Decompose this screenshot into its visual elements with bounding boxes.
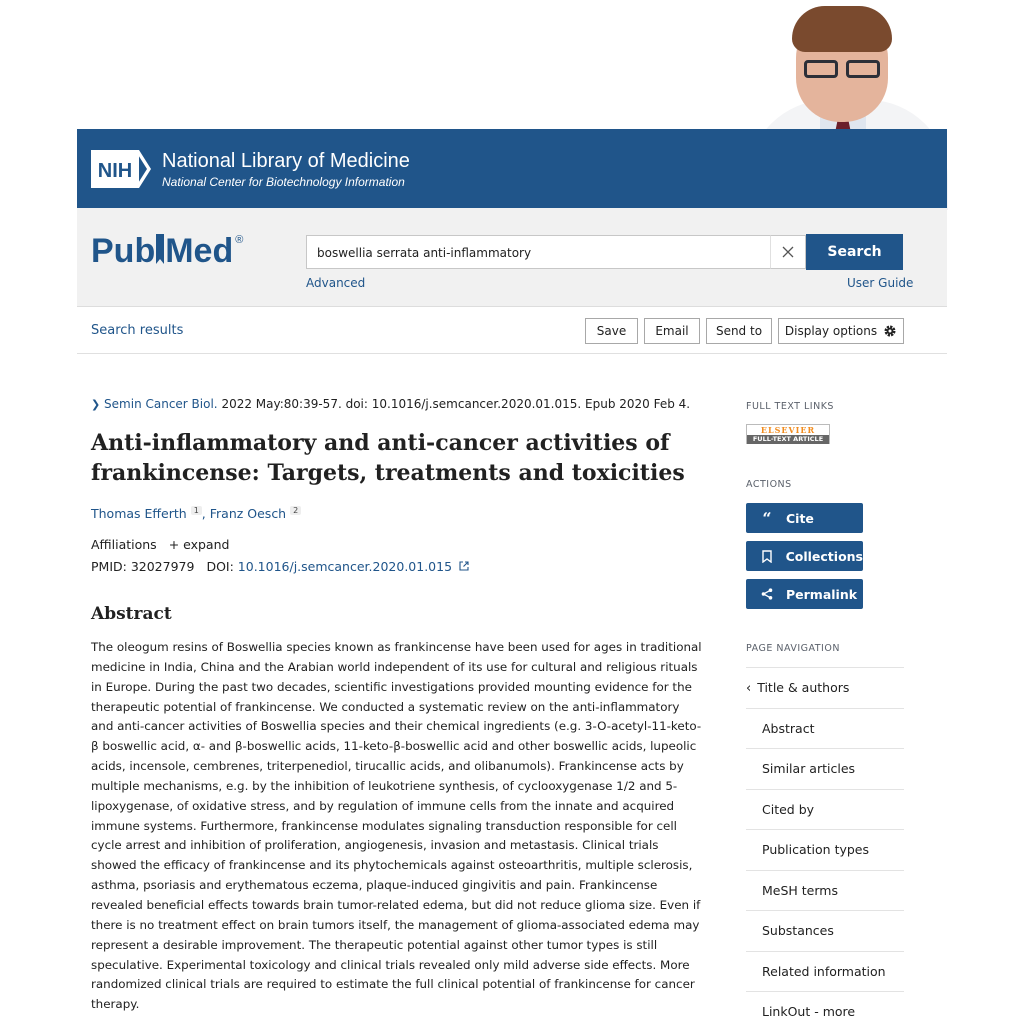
abstract-line: there is no treatment effect on brain tumors itself, the management of glioma-associated edema may (91, 917, 700, 932)
doi-link[interactable]: 10.1016/j.semcancer.2020.01.015 (237, 559, 453, 574)
nav-title-authors[interactable] (746, 667, 904, 707)
nlm-title[interactable]: National Library of Medicine (162, 150, 410, 172)
affiliations-label: Affiliations (91, 537, 157, 552)
bookmark-icon (758, 550, 776, 563)
nih-logo-text: NIH (97, 160, 133, 182)
quote-icon: “ (762, 508, 772, 528)
abstract-line: β boswellic acid, α- and β-boswellic acids, 11-keto-β-boswellic acid and other boswellic acids, lupeolic (91, 739, 697, 754)
pubmed-logo-med: Med (165, 232, 234, 270)
abstract-line: acids, incensole, cembrenes, triterpenediol, tirucallic acids, and olibanumols). Frankincense acts by (91, 759, 684, 774)
abstract-line: speculative. Experimental toxicology and clinical trials revealed only mild adverse side effects. More (91, 957, 690, 972)
save-button[interactable]: Save (585, 318, 638, 344)
abstract-text (91, 638, 702, 1015)
affiliation-marker-2[interactable]: 2 (290, 506, 301, 515)
abstract-line: therapy. (91, 997, 140, 1012)
abstract-line: asthma, psoriasis and erythematous eczema, plaque-induced gingivitis and pain. Frankincense (91, 878, 658, 893)
chevron-left-icon: ‹ (746, 681, 752, 696)
pmid: PMID: 32027979 (91, 559, 195, 574)
abstract-line: immune systems. Furthermore, frankincense modulates signaling transduction responsible for cell (91, 818, 677, 833)
abstract-line: therapeutic potential of frankincense. We conducted a systematic review on the anti-inflammatory (91, 699, 680, 714)
journal-name: Semin Cancer Biol. (104, 397, 218, 411)
display-options-button[interactable] (778, 318, 904, 344)
full-text-links-heading: FULL TEXT LINKS (746, 401, 834, 412)
abstract-line: multiple mechanisms, e.g. by the inhibition of leukotriene synthesis, of cyclooxygenase 1/2 and 5- (91, 778, 678, 793)
cite-label: Cite (786, 510, 814, 526)
nav-related-information[interactable]: Related information (746, 951, 904, 991)
abstract-line: cycle arrest and inhibition of proliferation, angiogenesis, invasion and metastasis. Clinical trials (91, 838, 659, 853)
close-icon (781, 245, 795, 259)
elsevier-logo-text: ELSEVIER (747, 425, 829, 435)
display-options-label: Display options (784, 324, 878, 338)
permalink-label: Permalink (786, 586, 858, 602)
abstract-line: medicine in India, China and the Arabian world independent of its use for cultural and religious rituals (91, 659, 698, 674)
identifiers-row (91, 559, 469, 574)
abstract-heading: Abstract (91, 604, 172, 624)
portrait-hair (792, 6, 892, 52)
pubmed-logo[interactable] (91, 232, 243, 280)
nav-publication-types[interactable]: Publication types (746, 829, 904, 869)
pubmed-logo-pub: Pub (91, 232, 156, 270)
author-separator: , (201, 506, 210, 522)
clear-search-button[interactable] (770, 235, 806, 269)
advanced-search-link[interactable]: Advanced (306, 276, 366, 290)
ncbi-subtitle: National Center for Biotechnology Information (162, 175, 405, 189)
nih-logo[interactable] (91, 150, 151, 188)
cite-button[interactable] (746, 503, 863, 533)
nav-mesh-terms[interactable]: MeSH terms (746, 870, 904, 910)
article-title (91, 428, 691, 488)
search-input[interactable]: boswellia serrata anti-inflammatory (306, 235, 770, 269)
abstract-line: showed the efficacy of frankincense and its phytochemicals against osteoarthritis, multiple sclerosis, (91, 858, 693, 873)
collections-button[interactable] (746, 541, 863, 571)
abstract-line: in Europe. During the past two decades, scientific investigations provided mounting evidence for the (91, 679, 692, 694)
author-link-efferth[interactable]: Thomas Efferth (91, 506, 187, 522)
expand-affiliations-button[interactable]: + expand (168, 537, 230, 552)
journal-citation (91, 397, 690, 411)
abstract-line: and anti-cancer activities of Boswellia species and their chemical ingredients (e.g. 3-O-acetyl-11-keto- (91, 719, 702, 734)
nav-cited-by[interactable]: Cited by (746, 789, 904, 829)
article-title-line1: Anti-inflammatory and anti-cancer activities of (91, 430, 670, 456)
share-icon (758, 588, 776, 600)
author-link-oesch[interactable]: Franz Oesch (209, 506, 287, 522)
elsevier-full-text-label: FULL-TEXT ARTICLE (747, 435, 829, 444)
actions-heading: ACTIONS (746, 479, 792, 490)
search-results-link[interactable]: Search results (91, 323, 184, 338)
abstract-line: represent a desirable improvement. The therapeutic potential against other tumor types is still (91, 937, 658, 952)
abstract-line: The oleogum resins of Boswellia species known as frankincense have been used for ages in traditional (91, 640, 702, 654)
author-list (91, 506, 301, 521)
nav-title-authors-label: Title & authors (757, 680, 850, 695)
affiliation-marker-1[interactable]: 1 (191, 506, 202, 515)
permalink-button[interactable] (746, 579, 863, 609)
abstract-line: revealed beneficial effects towards brain tumor-related edema, but did not reduce glioma size. Even if (91, 897, 701, 912)
nav-abstract[interactable]: Abstract (746, 708, 904, 748)
chevron-right-icon: ❯ (91, 398, 101, 411)
pubmed-bookmark-icon (155, 234, 165, 264)
external-link-icon (459, 561, 469, 571)
portrait-glasses (800, 60, 884, 80)
nav-substances[interactable]: Substances (746, 910, 904, 950)
elsevier-full-text-link[interactable] (746, 424, 830, 444)
article-title-line2: frankincense: Targets, treatments and toxicities (91, 460, 685, 486)
abstract-line: lipoxygenase, of oxidative stress, and by regulation of immune cells from the innate and acquired (91, 798, 675, 813)
nav-similar-articles[interactable]: Similar articles (746, 748, 904, 788)
citation-details: 2022 May:80:39-57. doi: 10.1016/j.semcancer.2020.01.015. Epub 2020 Feb 4. (217, 397, 691, 411)
doi-label: DOI: (206, 559, 234, 574)
page-navigation-heading: PAGE NAVIGATION (746, 643, 840, 654)
user-guide-link[interactable]: User Guide (847, 276, 914, 290)
nav-linkout[interactable]: LinkOut - more (746, 991, 904, 1031)
email-button[interactable]: Email (644, 318, 700, 344)
affiliations-row (91, 537, 229, 552)
journal-link[interactable] (91, 397, 218, 411)
gear-icon (883, 324, 897, 338)
registered-mark: ® (235, 234, 244, 246)
collections-label: Collections (785, 548, 863, 564)
send-to-button[interactable]: Send to (706, 318, 772, 344)
abstract-line: randomized clinical trials are required to estimate the full clinical potential of frankincense for cancer (91, 977, 695, 992)
search-button[interactable]: Search (806, 234, 903, 270)
